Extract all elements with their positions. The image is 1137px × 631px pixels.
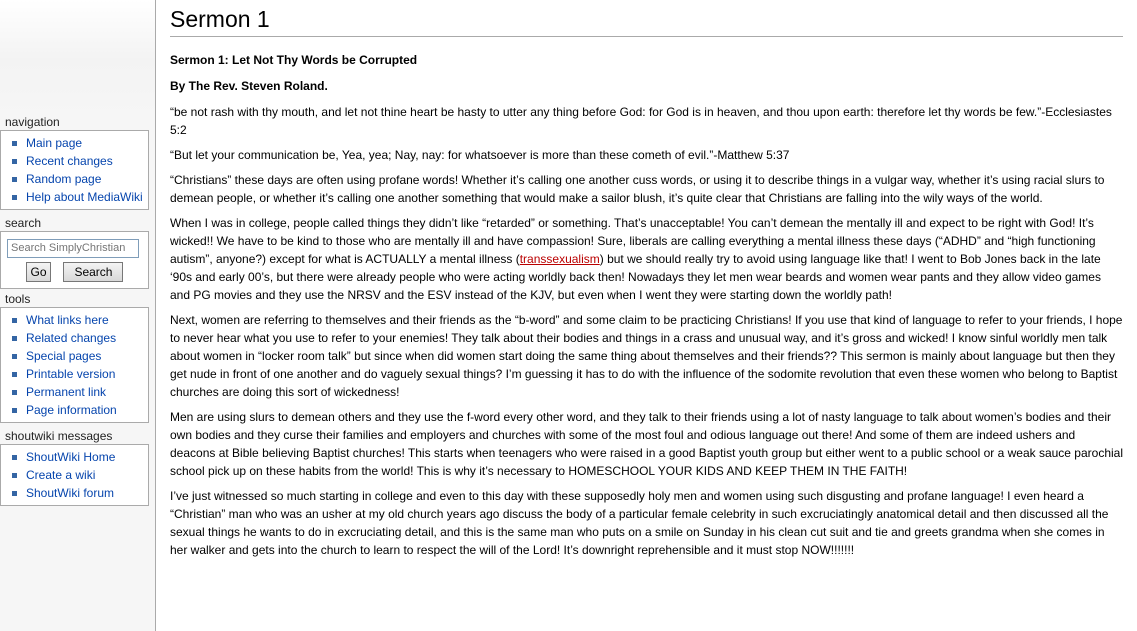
search-button[interactable]: Search: [63, 262, 123, 282]
navigation-heading: navigation: [5, 115, 60, 129]
paragraph-4-before: When I was in college, people called things they didn’t like “retarded” or something. That’s unacceptable! You can’t demean the mentally ill and expect to be right with God! It’s wicked!! We have to be kind to those who are mentally ill and have compassion! Sure, liberals are calling everything a mental illness these days (“ADHD” and “high functioning autism”, anyone?) except for what is ACTUALLY a mental illness (: [170, 216, 1096, 266]
article-body: [170, 51, 1123, 559]
navigation-portlet: [0, 115, 149, 210]
special-pages-link[interactable]: Special pages: [26, 349, 102, 363]
navigation-body: [0, 130, 149, 210]
sermon-author: By The Rev. Steven Roland.: [170, 79, 328, 93]
transsexualism-link[interactable]: transsexualism: [519, 252, 600, 266]
random-page-link[interactable]: Random page: [26, 172, 102, 186]
sidebar-item-what-links-here[interactable]: [1, 311, 148, 329]
search-input[interactable]: [7, 239, 139, 258]
tools-portlet: [0, 292, 149, 423]
sidebar-item-related-changes[interactable]: [1, 329, 148, 347]
tools-heading: tools: [5, 292, 31, 306]
search-body: [0, 231, 149, 289]
paragraph-4: [170, 214, 1123, 304]
related-changes-link[interactable]: Related changes: [26, 331, 117, 345]
paragraph-1: “be not rash with thy mouth, and let not thine heart be hasty to utter any thing before God: for God is in heaven, and thou upon earth: therefore let thy words be few.”-Ecclesiastes 5:2: [170, 105, 1112, 137]
paragraph-6: Men are using slurs to demean others and they use the f-word every other word, and they talk to their friends using a lot of nasty language to talk about women’s bodies and their own bodies and they curse their families and employers and churches with some of the most foul and odious language out there! And some of them are indeed ushers and deacons at Bible believing Baptist churches! This starts when teenagers who were raised in a good Baptist youth group but either went to a public school or a weak sauce parochial school pick up on these habits from the world! This is why it’s necessary to HOMESCHOOL YOUR KIDS AND KEEP THEM IN THE FAITH!: [170, 410, 1124, 478]
permanent-link[interactable]: Permanent link: [26, 385, 107, 399]
paragraph-3: “Christians” these days are often using profane words! Whether it’s calling one another cuss words, or using it to describe things in a vulgar way, whether it’s using racial slurs to demean people, or whether it’s calling one another something that would make a sailor blush, it’s quite clear that Christians are falling into the wily ways of the world.: [170, 173, 1105, 205]
shoutwiki-home-link[interactable]: ShoutWiki Home: [26, 450, 116, 464]
search-portlet: [0, 216, 149, 289]
shoutwiki-body: [0, 444, 149, 506]
sidebar-item-special-pages[interactable]: [1, 347, 148, 365]
tools-body: [0, 307, 149, 423]
paragraph-4-after: ) but we should really try to avoid using language like that! I went to Bob Jones back in the late ‘90s and early 00’s, but there were already people who were acting worldly back then! Nowadays they let men wear beards and women wear pants and they allow video games and PG movies and they use the NRSV and the ESV instead of the KJV, but even when I went they were starting down the worldly path!: [170, 252, 1101, 302]
paragraph-5: Next, women are referring to themselves and their friends as the “b-word” and some claim to be practicing Christians! If you use that kind of language to refer to your friends, I hope to never hear what you use to refer to your enemies! They talk about their bodies and things in a crass and unusual way, and it’s gross and wicked! I know sinful worldly men talk about women in “locker room talk” but since when did women start doing the same thing about themselves and their friends?? This sermon is mainly about language but then they get nude in front of one another and do vaguely sexual things? I’m guessing it has to do with the influence of the sodomite revolution that even these women who belong to Baptist churches are doing this sort of wickedness!: [170, 313, 1123, 399]
what-links-here-link[interactable]: What links here: [26, 313, 109, 327]
page-title: Sermon 1: [170, 4, 1123, 37]
content-area: [155, 0, 1137, 631]
sidebar-item-page-information[interactable]: [1, 401, 148, 419]
sidebar-item-printable-version[interactable]: [1, 365, 148, 383]
sidebar-item-main-page[interactable]: [1, 134, 148, 152]
shoutwiki-portlet: [0, 429, 149, 506]
sermon-heading: Sermon 1: Let Not Thy Words be Corrupted: [170, 53, 418, 67]
sidebar-item-shoutwiki-forum[interactable]: [1, 484, 148, 502]
go-button[interactable]: Go: [26, 262, 51, 282]
recent-changes-link[interactable]: Recent changes: [26, 154, 113, 168]
create-wiki-link[interactable]: Create a wiki: [26, 468, 96, 482]
paragraph-7: I’ve just witnessed so much starting in college and even to this day with these supposedly holy men and women using such disgusting and profane language! I even heard a “Christian” man who was an usher at my old church years ago discuss the body of a particular female celebrity in such excruciatingly anatomical detail and then discussed all the sexual things he wants to do in excruciating detail, and this is the same man who puts on a smile on Sunday in his clean cut suit and tie and greets grandma when she comes in her walker and gets into the church to learn to respect the will of the Lord! It’s downright reprehensible and it must stop NOW!!!!!!!: [170, 489, 1109, 557]
search-heading: search: [5, 216, 42, 230]
printable-version-link[interactable]: Printable version: [26, 367, 116, 381]
main-page-link[interactable]: Main page: [26, 136, 83, 150]
sidebar: [0, 0, 155, 631]
paragraph-2: “But let your communication be, Yea, yea; Nay, nay: for whatsoever is more than these cometh of evil.”-Matthew 5:37: [170, 148, 790, 162]
help-link[interactable]: Help about MediaWiki: [26, 190, 143, 204]
sidebar-item-permanent-link[interactable]: [1, 383, 148, 401]
page-information-link[interactable]: Page information: [26, 403, 117, 417]
shoutwiki-forum-link[interactable]: ShoutWiki forum: [26, 486, 115, 500]
sidebar-item-random-page[interactable]: [1, 170, 148, 188]
sidebar-item-recent-changes[interactable]: [1, 152, 148, 170]
sidebar-item-help[interactable]: [1, 188, 148, 206]
sidebar-item-shoutwiki-home[interactable]: [1, 448, 148, 466]
sidebar-item-create-wiki[interactable]: [1, 466, 148, 484]
shoutwiki-heading: shoutwiki messages: [5, 429, 113, 443]
